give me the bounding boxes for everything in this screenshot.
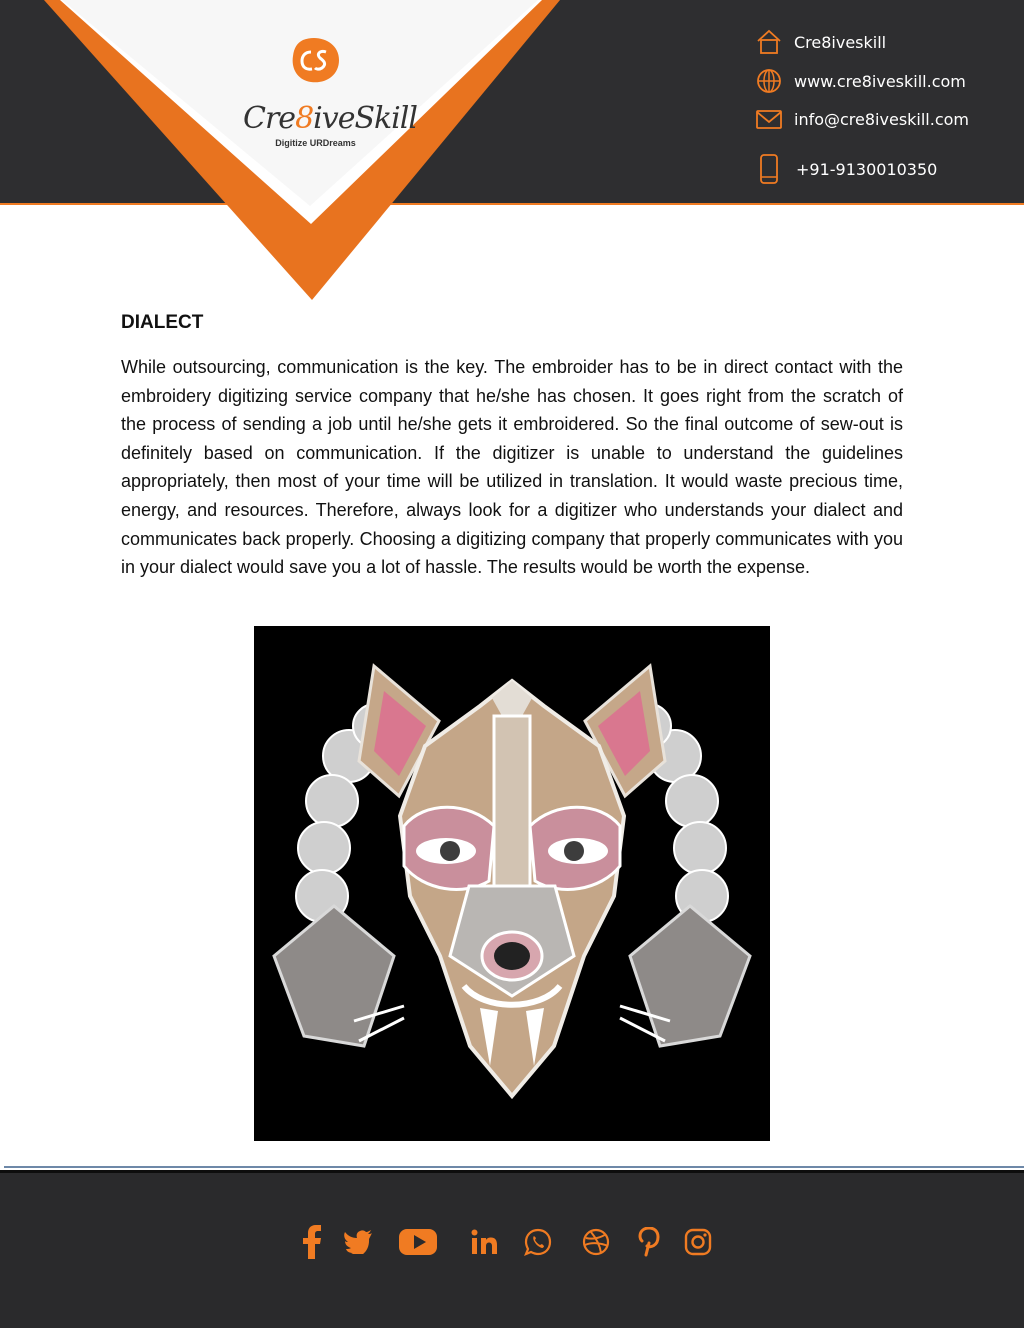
globe-icon: [755, 67, 783, 95]
twitter-icon: [344, 1230, 372, 1254]
linkedin-icon: [470, 1228, 498, 1256]
dribbble-link[interactable]: [576, 1222, 616, 1262]
youtube-icon: [399, 1229, 437, 1255]
mobile-icon: [755, 153, 783, 185]
embroidered-wolf-image: [254, 626, 770, 1141]
twitter-link[interactable]: [338, 1222, 378, 1262]
brand-tagline: Digitize URDreams: [275, 138, 356, 148]
section-title: DIALECT: [121, 312, 204, 333]
instagram-icon: [684, 1228, 712, 1256]
logo-mark-icon: [289, 36, 343, 86]
whatsapp-link[interactable]: [518, 1222, 558, 1262]
contact-website[interactable]: www.cre8iveskill.com: [755, 67, 966, 95]
whatsapp-icon: [524, 1228, 552, 1256]
footer-divider: [4, 1166, 1024, 1168]
body-paragraph: While outsourcing, communication is the key. The embroider has to be in direct contact with the embroidery digitizing service company that he/she has chosen. It goes right from the scratch of the process of sending a job until he/she gets it embroidered. So the final outcome of sew-out is definitely based on communication. If the digitizer is unable to understand the guidelines appropriately, then most of your time will be utilized in translation. It would waste precious time, energy, and resources. Therefore, always look for a digitizer who understands your dialect and communicates back properly. Choosing a digitizing company that properly communicates with you in your dialect would save you a lot of hassle. The results would be worth the expense.: [121, 357, 903, 578]
instagram-link[interactable]: [678, 1222, 718, 1262]
pinterest-link[interactable]: [630, 1222, 670, 1262]
pinterest-icon: [638, 1227, 662, 1257]
footer: [0, 1170, 1024, 1328]
brand-wordmark: Cre8iveSkill: [243, 101, 417, 136]
contact-email[interactable]: info@cre8iveskill.com: [755, 105, 969, 133]
mail-icon: [755, 105, 783, 133]
linkedin-link[interactable]: [464, 1222, 504, 1262]
brand-logo: [243, 36, 417, 156]
facebook-icon: [302, 1225, 322, 1259]
dribbble-icon: [582, 1228, 610, 1256]
youtube-link[interactable]: [398, 1222, 438, 1262]
facebook-link[interactable]: [292, 1222, 332, 1262]
contact-company: Cre8iveskill: [755, 28, 886, 56]
home-icon: [755, 28, 783, 56]
contact-phone[interactable]: +91-9130010350: [755, 155, 937, 183]
